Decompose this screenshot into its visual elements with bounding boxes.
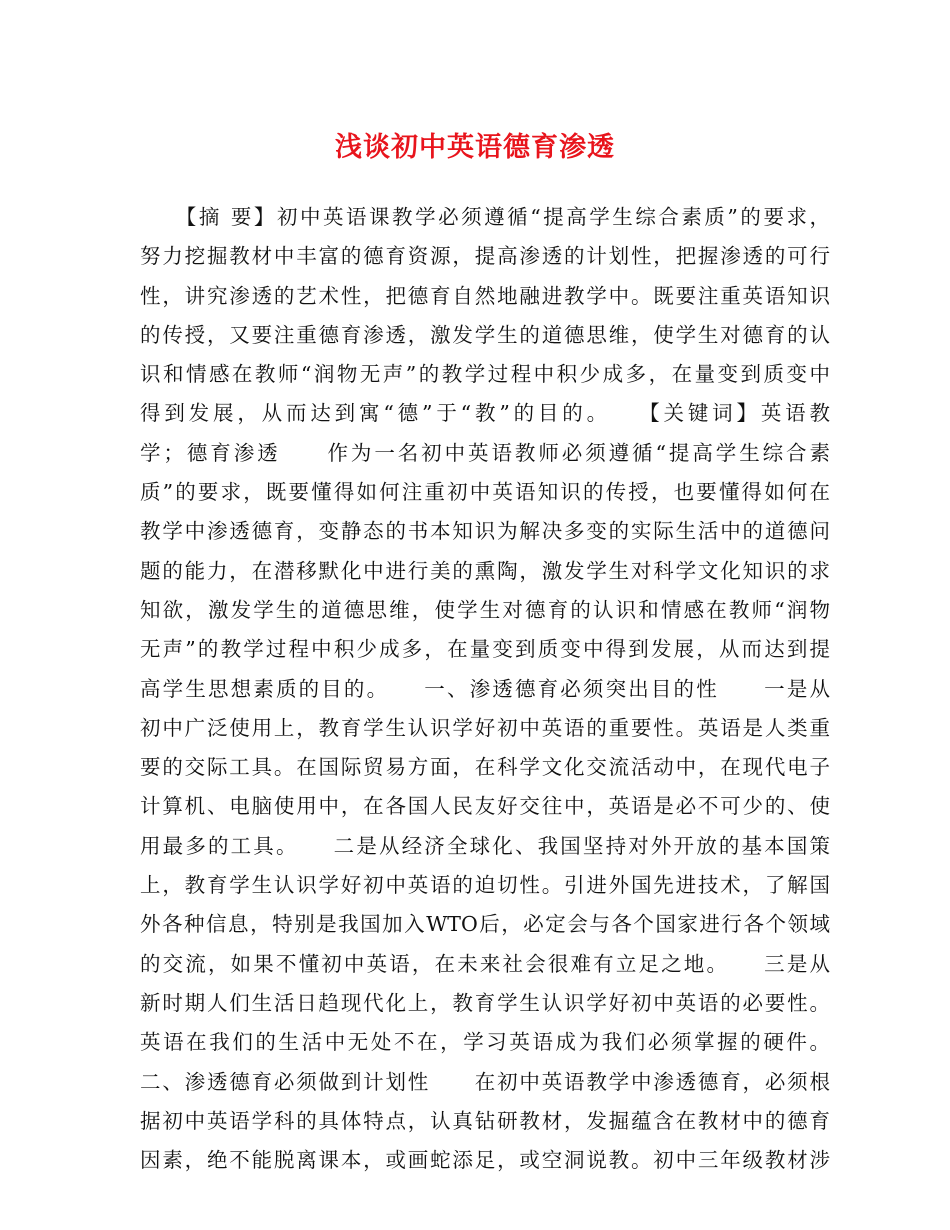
body-line: 的传授，又要注重德育渗透，激发学生的道德思维，使学生对德育的认 — [140, 322, 830, 347]
body-line: 二、渗透德育必须做到计划性 在初中英语教学中渗透德育，必须根 — [140, 1069, 830, 1094]
body-line: 性，讲究渗透的艺术性，把德育自然地融进教学中。既要注重英语知识 — [140, 283, 830, 308]
document-title: 浅谈初中英语德育渗透 — [335, 132, 615, 163]
body-line: 知欲，激发学生的道德思维，使学生对德育的认识和情感在教师“润物 — [140, 597, 830, 622]
body-line: 要的交际工具。在国际贸易方面，在科学文化交流活动中，在现代电子 — [140, 755, 830, 780]
body-line: 因素，绝不能脱离课本，或画蛇添足，或空洞说教。初中三年级教材涉 — [140, 1148, 830, 1173]
document-body — [140, 198, 830, 1180]
body-line: 教学中渗透德育，变静态的书本知识为解决多变的实际生活中的道德问 — [140, 519, 830, 544]
body-line: 用最多的工具。 二是从经济全球化、我国坚持对外开放的基本国策 — [140, 833, 830, 858]
body-line: 努力挖掘教材中丰富的德育资源，提高渗透的计划性，把握渗透的可行 — [140, 244, 830, 269]
body-line: 外各种信息，特别是我国加入WTO后，必定会与各个国家进行各个领域 — [140, 912, 830, 937]
body-line: 新时期人们生活日趋现代化上，教育学生认识学好初中英语的必要性。 — [140, 990, 830, 1015]
body-line: 得到发展，从而达到寓“德”于“教”的目的。 【关键词】英语教 — [140, 401, 830, 426]
body-line: 质”的要求，既要懂得如何注重初中英语知识的传授，也要懂得如何在 — [140, 480, 830, 505]
body-line: 的交流，如果不懂初中英语，在未来社会很难有立足之地。 三是从 — [140, 951, 830, 976]
body-line: 高学生思想素质的目的。 一、渗透德育必须突出目的性 一是从 — [140, 676, 830, 701]
body-line: 计算机、电脑使用中，在各国人民友好交往中，英语是必不可少的、使 — [140, 794, 830, 819]
body-line: 题的能力，在潜移默化中进行美的熏陶，激发学生对科学文化知识的求 — [140, 558, 830, 583]
body-line: 上，教育学生认识学好初中英语的迫切性。引进外国先进技术，了解国 — [140, 873, 830, 898]
body-line: 【摘 要】初中英语课教学必须遵循“提高学生综合素质”的要求， — [140, 205, 830, 229]
body-line: 初中广泛使用上，教育学生认识学好初中英语的重要性。英语是人类重 — [140, 715, 830, 740]
body-line: 英语在我们的生活中无处不在，学习英语成为我们必须掌握的硬件。 — [140, 1030, 830, 1055]
body-line: 识和情感在教师“润物无声”的教学过程中积少成多，在量变到质变中 — [140, 362, 830, 387]
body-line: 据初中英语学科的具体特点，认真钻研教材，发掘蕴含在教材中的德育 — [140, 1108, 830, 1133]
body-line: 无声”的教学过程中积少成多，在量变到质变中得到发展，从而达到提 — [140, 637, 830, 662]
body-line: 学；德育渗透 作为一名初中英语教师必须遵循“提高学生综合素 — [140, 440, 830, 465]
